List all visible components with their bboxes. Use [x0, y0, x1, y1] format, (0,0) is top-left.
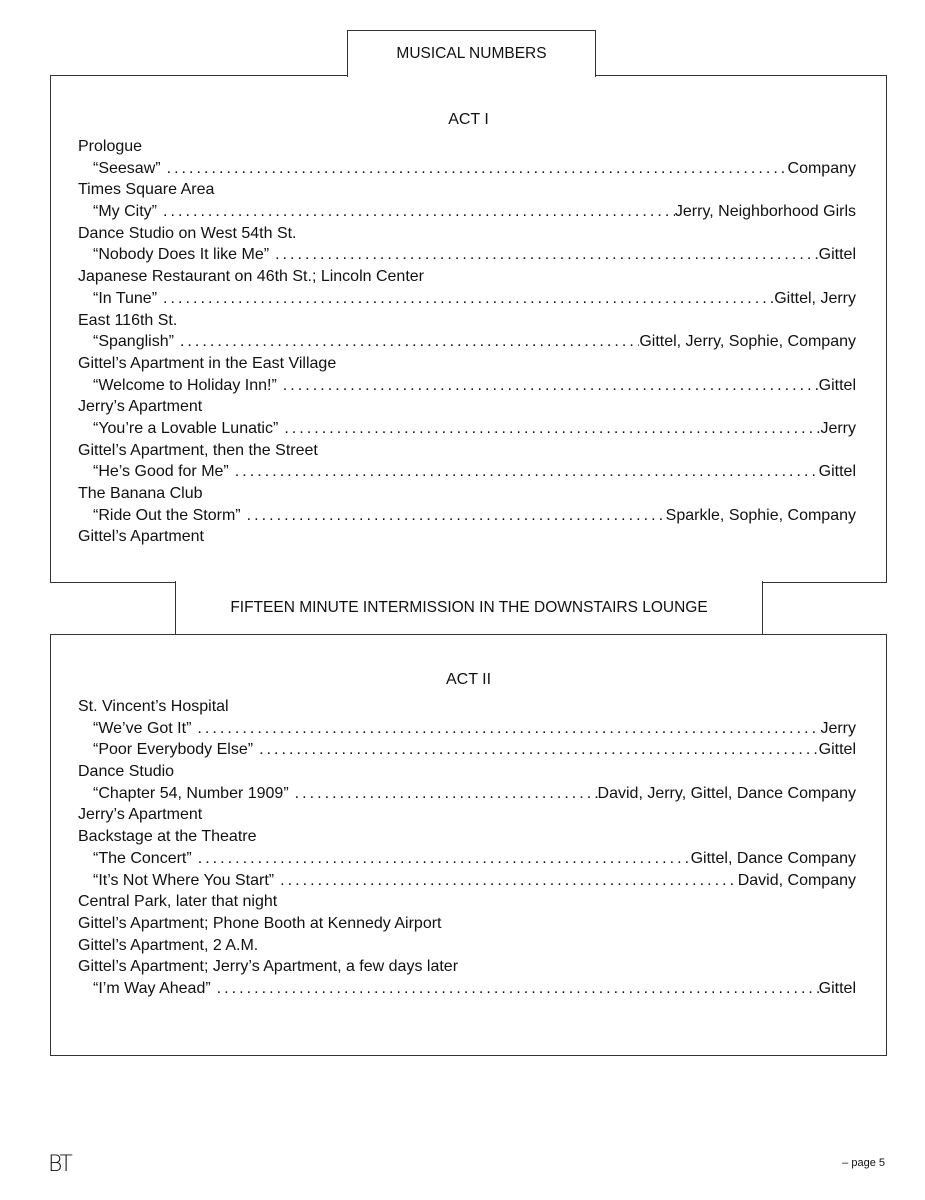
scene-heading: Gittel’s Apartment in the East Village [78, 354, 337, 372]
song-entry [78, 418, 856, 440]
intermission-tab [175, 581, 763, 634]
song-title: “I’m Way Ahead” [93, 979, 211, 997]
song-entry [78, 848, 856, 870]
dot-leader [247, 505, 666, 527]
scene-heading: St. Vincent’s Hospital [78, 698, 229, 715]
publisher-logo: BT [48, 1152, 70, 1177]
dot-leader [197, 718, 820, 740]
scene-heading: Central Park, later that night [78, 893, 278, 911]
song-performers: David, Company [737, 871, 856, 889]
scene-heading: Gittel’s Apartment; Jerry’s Apartment, a few days later [78, 958, 459, 976]
song-performers: Company [787, 159, 856, 177]
song-performers: Gittel [818, 741, 856, 759]
song-title: “Chapter 54, Number 1909” [93, 784, 289, 802]
song-entry [78, 375, 856, 397]
scene-heading: Gittel’s Apartment, then the Street [78, 441, 318, 459]
song-entry [78, 331, 856, 353]
scene-heading: Jerry’s Apartment [78, 398, 203, 416]
song-performers: Gittel [818, 463, 856, 481]
song-title: “It’s Not Where You Start” [93, 871, 275, 889]
song-performers: Gittel, Dance Company [690, 849, 856, 867]
song-title: “Welcome to Holiday Inn!” [93, 376, 277, 394]
dot-leader [283, 375, 819, 397]
dot-leader [163, 288, 774, 310]
act-2-title: ACT II [445, 671, 492, 688]
song-title: “We’ve Got It” [93, 719, 192, 737]
song-entry [78, 201, 856, 223]
dot-leader [284, 418, 820, 440]
dot-leader [280, 870, 738, 892]
song-entry [78, 870, 856, 892]
song-entry [78, 739, 856, 761]
song-performers: Jerry [820, 419, 856, 437]
act-2-box [50, 634, 887, 1056]
song-entry [78, 505, 856, 527]
song-entry [78, 783, 856, 805]
song-entry [78, 244, 856, 266]
song-title: “My City” [93, 203, 157, 221]
scene-heading: Dance Studio [78, 763, 175, 781]
scene-heading: Gittel’s Apartment; Phone Booth at Kennedy Airport [78, 914, 442, 932]
song-performers: David, Jerry, Gittel, Dance Company [597, 784, 856, 802]
intermission-text: FIFTEEN MINUTE INTERMISSION IN THE DOWNSTAIRS LOUNGE [230, 598, 708, 616]
song-title: “Spanglish” [93, 333, 174, 351]
scene-heading: Prologue [78, 138, 143, 155]
song-performers: Sparkle, Sophie, Company [665, 506, 856, 524]
song-title: “In Tune” [93, 289, 158, 307]
page-number: – page 5 [842, 1157, 885, 1169]
song-performers: Gittel, Jerry [774, 289, 856, 307]
dot-leader [259, 739, 819, 761]
dot-leader [295, 783, 598, 805]
dot-leader [167, 158, 788, 180]
scene-heading: Gittel’s Apartment [78, 528, 204, 546]
dot-leader [198, 848, 691, 870]
dot-leader [180, 331, 639, 353]
song-title: “Seesaw” [93, 159, 161, 177]
scene-heading: Backstage at the Theatre [78, 828, 257, 846]
song-entry [78, 461, 856, 483]
song-performers: Gittel [818, 376, 856, 394]
scene-heading: Times Square Area [78, 181, 215, 199]
song-title: “Nobody Does It like Me” [93, 246, 270, 264]
act-2-list [78, 696, 856, 1000]
song-title: “The Concert” [93, 849, 192, 867]
song-entry [78, 718, 856, 740]
scene-heading: Dance Studio on West 54th St. [78, 224, 297, 242]
section-title: MUSICAL NUMBERS [396, 45, 547, 62]
song-performers: Jerry, Neighborhood Girls [674, 203, 856, 221]
act-1-list [78, 136, 856, 548]
header-tab [347, 30, 596, 77]
scene-heading: The Banana Club [78, 485, 203, 502]
scene-heading: Jerry’s Apartment [78, 806, 203, 824]
song-performers: Jerry [820, 719, 856, 737]
song-title: “You’re a Lovable Lunatic” [93, 419, 279, 437]
scene-heading: Japanese Restaurant on 46th St.; Lincoln Center [78, 268, 424, 286]
dot-leader [217, 978, 819, 1000]
dot-leader [235, 461, 819, 483]
act-1-title: ACT I [448, 111, 489, 128]
song-entry [78, 158, 856, 180]
song-entry [78, 978, 856, 1000]
act-1-box [50, 75, 887, 583]
song-performers: Gittel [818, 246, 856, 264]
song-entry [78, 288, 856, 310]
dot-leader [163, 201, 675, 223]
song-title: “Ride Out the Storm” [93, 506, 241, 524]
song-performers: Gittel, Jerry, Sophie, Company [639, 333, 856, 351]
song-title: “He’s Good for Me” [93, 463, 229, 481]
song-title: “Poor Everybody Else” [93, 741, 254, 759]
scene-heading: Gittel’s Apartment, 2 A.M. [78, 936, 259, 954]
scene-heading: East 116th St. [78, 311, 178, 329]
song-performers: Gittel [818, 979, 856, 997]
dot-leader [275, 244, 819, 266]
